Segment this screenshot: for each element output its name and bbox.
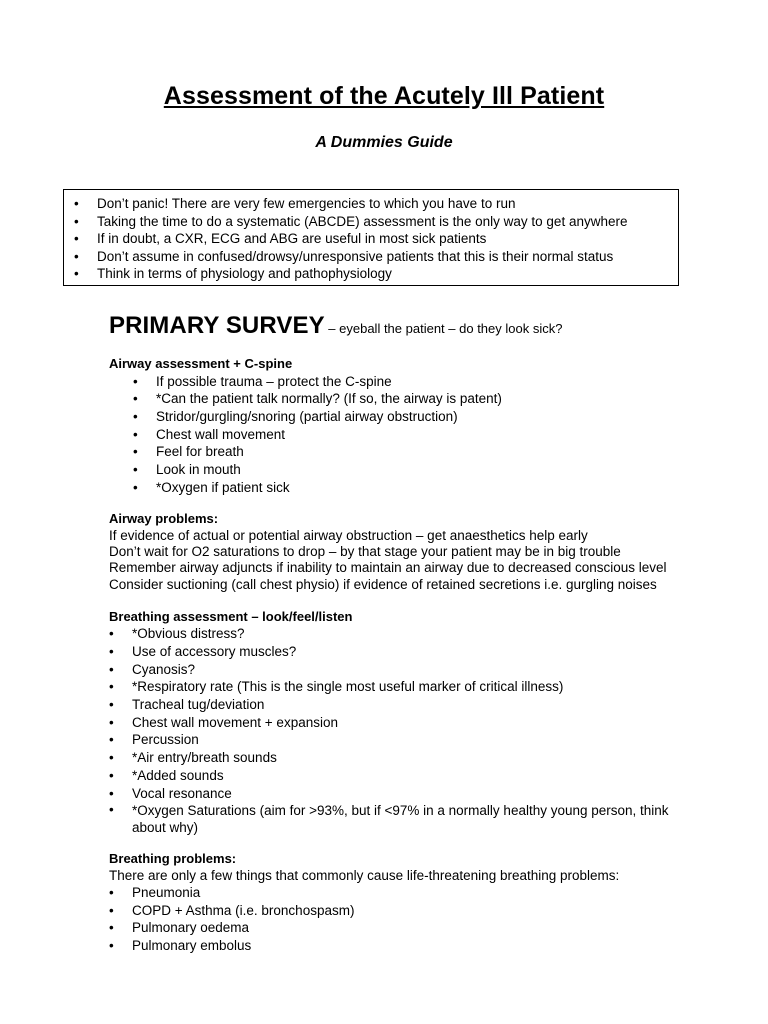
list-item: • Chest wall movement (133, 426, 669, 444)
list-item: • Percussion (109, 731, 669, 749)
key-point: • Taking the time to do a systematic (ABCDE) assessment is the only way to get anywhere (74, 213, 678, 231)
list-item: • Use of accessory muscles? (109, 643, 669, 661)
breathing-problems-heading: Breathing problems: (109, 851, 237, 867)
list-item: • Cyanosis? (109, 661, 669, 679)
breathing-assessment-list (109, 625, 669, 836)
airway-assessment-heading: Airway assessment + C-spine (109, 356, 293, 371)
list-item: • Stridor/gurgling/snoring (partial airway obstruction) (133, 408, 669, 426)
list-item: • Pneumonia (109, 884, 669, 902)
key-points-box (63, 189, 679, 286)
list-item: • Vocal resonance (109, 785, 669, 803)
breathing-assessment-heading: Breathing assessment – look/feel/listen (109, 608, 353, 624)
airway-problems-line: If evidence of actual or potential airway obstruction – get anaesthetics help early (109, 527, 588, 543)
main-content (109, 309, 669, 955)
list-item: • Pulmonary embolus (109, 937, 669, 955)
airway-problems-line: Consider suctioning (call chest physio) if evidence of retained secretions i.e. gurgling noises (109, 576, 657, 592)
list-item: • Pulmonary oedema (109, 919, 669, 937)
airway-problems-line: Don’t wait for O2 saturations to drop – by that stage your patient may be in big trouble (109, 544, 621, 560)
airway-problems-line: Remember airway adjuncts if inability to maintain an airway due to decreased conscious level (109, 560, 667, 576)
key-point: • Think in terms of physiology and pathophysiology (74, 265, 678, 283)
airway-problems-heading: Airway problems: (109, 511, 219, 527)
breathing-problems-list (109, 884, 669, 955)
primary-survey-tagline: – eyeball the patient – do they look sick? (324, 321, 563, 336)
list-item: • Look in mouth (133, 461, 669, 479)
list-item: • *Air entry/breath sounds (109, 749, 669, 767)
airway-assessment-list (109, 373, 669, 497)
primary-survey-heading-line (109, 309, 669, 346)
key-points-list (74, 195, 678, 283)
list-item: • *Can the patient talk normally? (If so, the airway is patent) (133, 390, 669, 408)
key-point: • If in doubt, a CXR, ECG and ABG are useful in most sick patients (74, 230, 678, 248)
list-item: • Tracheal tug/deviation (109, 696, 669, 714)
list-item: • *Obvious distress? (109, 625, 669, 643)
list-item: • Feel for breath (133, 443, 669, 461)
key-point: • Don’t assume in confused/drowsy/unresponsive patients that this is their normal status (74, 248, 678, 266)
key-point: • Don’t panic! There are very few emergencies to which you have to run (74, 195, 678, 213)
document-title: Assessment of the Acutely Ill Patient (163, 82, 605, 110)
primary-survey-heading: PRIMARY SURVEY (109, 312, 325, 339)
breathing-problems-intro: There are only a few things that commonly cause life-threatening breathing problems: (109, 867, 620, 883)
list-item: • *Oxygen if patient sick (133, 479, 669, 497)
list-item: • Chest wall movement + expansion (109, 714, 669, 732)
document-subtitle: A Dummies Guide (315, 134, 453, 151)
list-item: • COPD + Asthma (i.e. bronchospasm) (109, 902, 669, 920)
list-item: • *Added sounds (109, 767, 669, 785)
list-item: • If possible trauma – protect the C-spine (133, 373, 669, 391)
list-item: • *Respiratory rate (This is the single most useful marker of critical illness) (109, 678, 669, 696)
list-item: • *Oxygen Saturations (aim for >93%, but if <97% in a normally healthy young person, think about why) (109, 802, 669, 836)
